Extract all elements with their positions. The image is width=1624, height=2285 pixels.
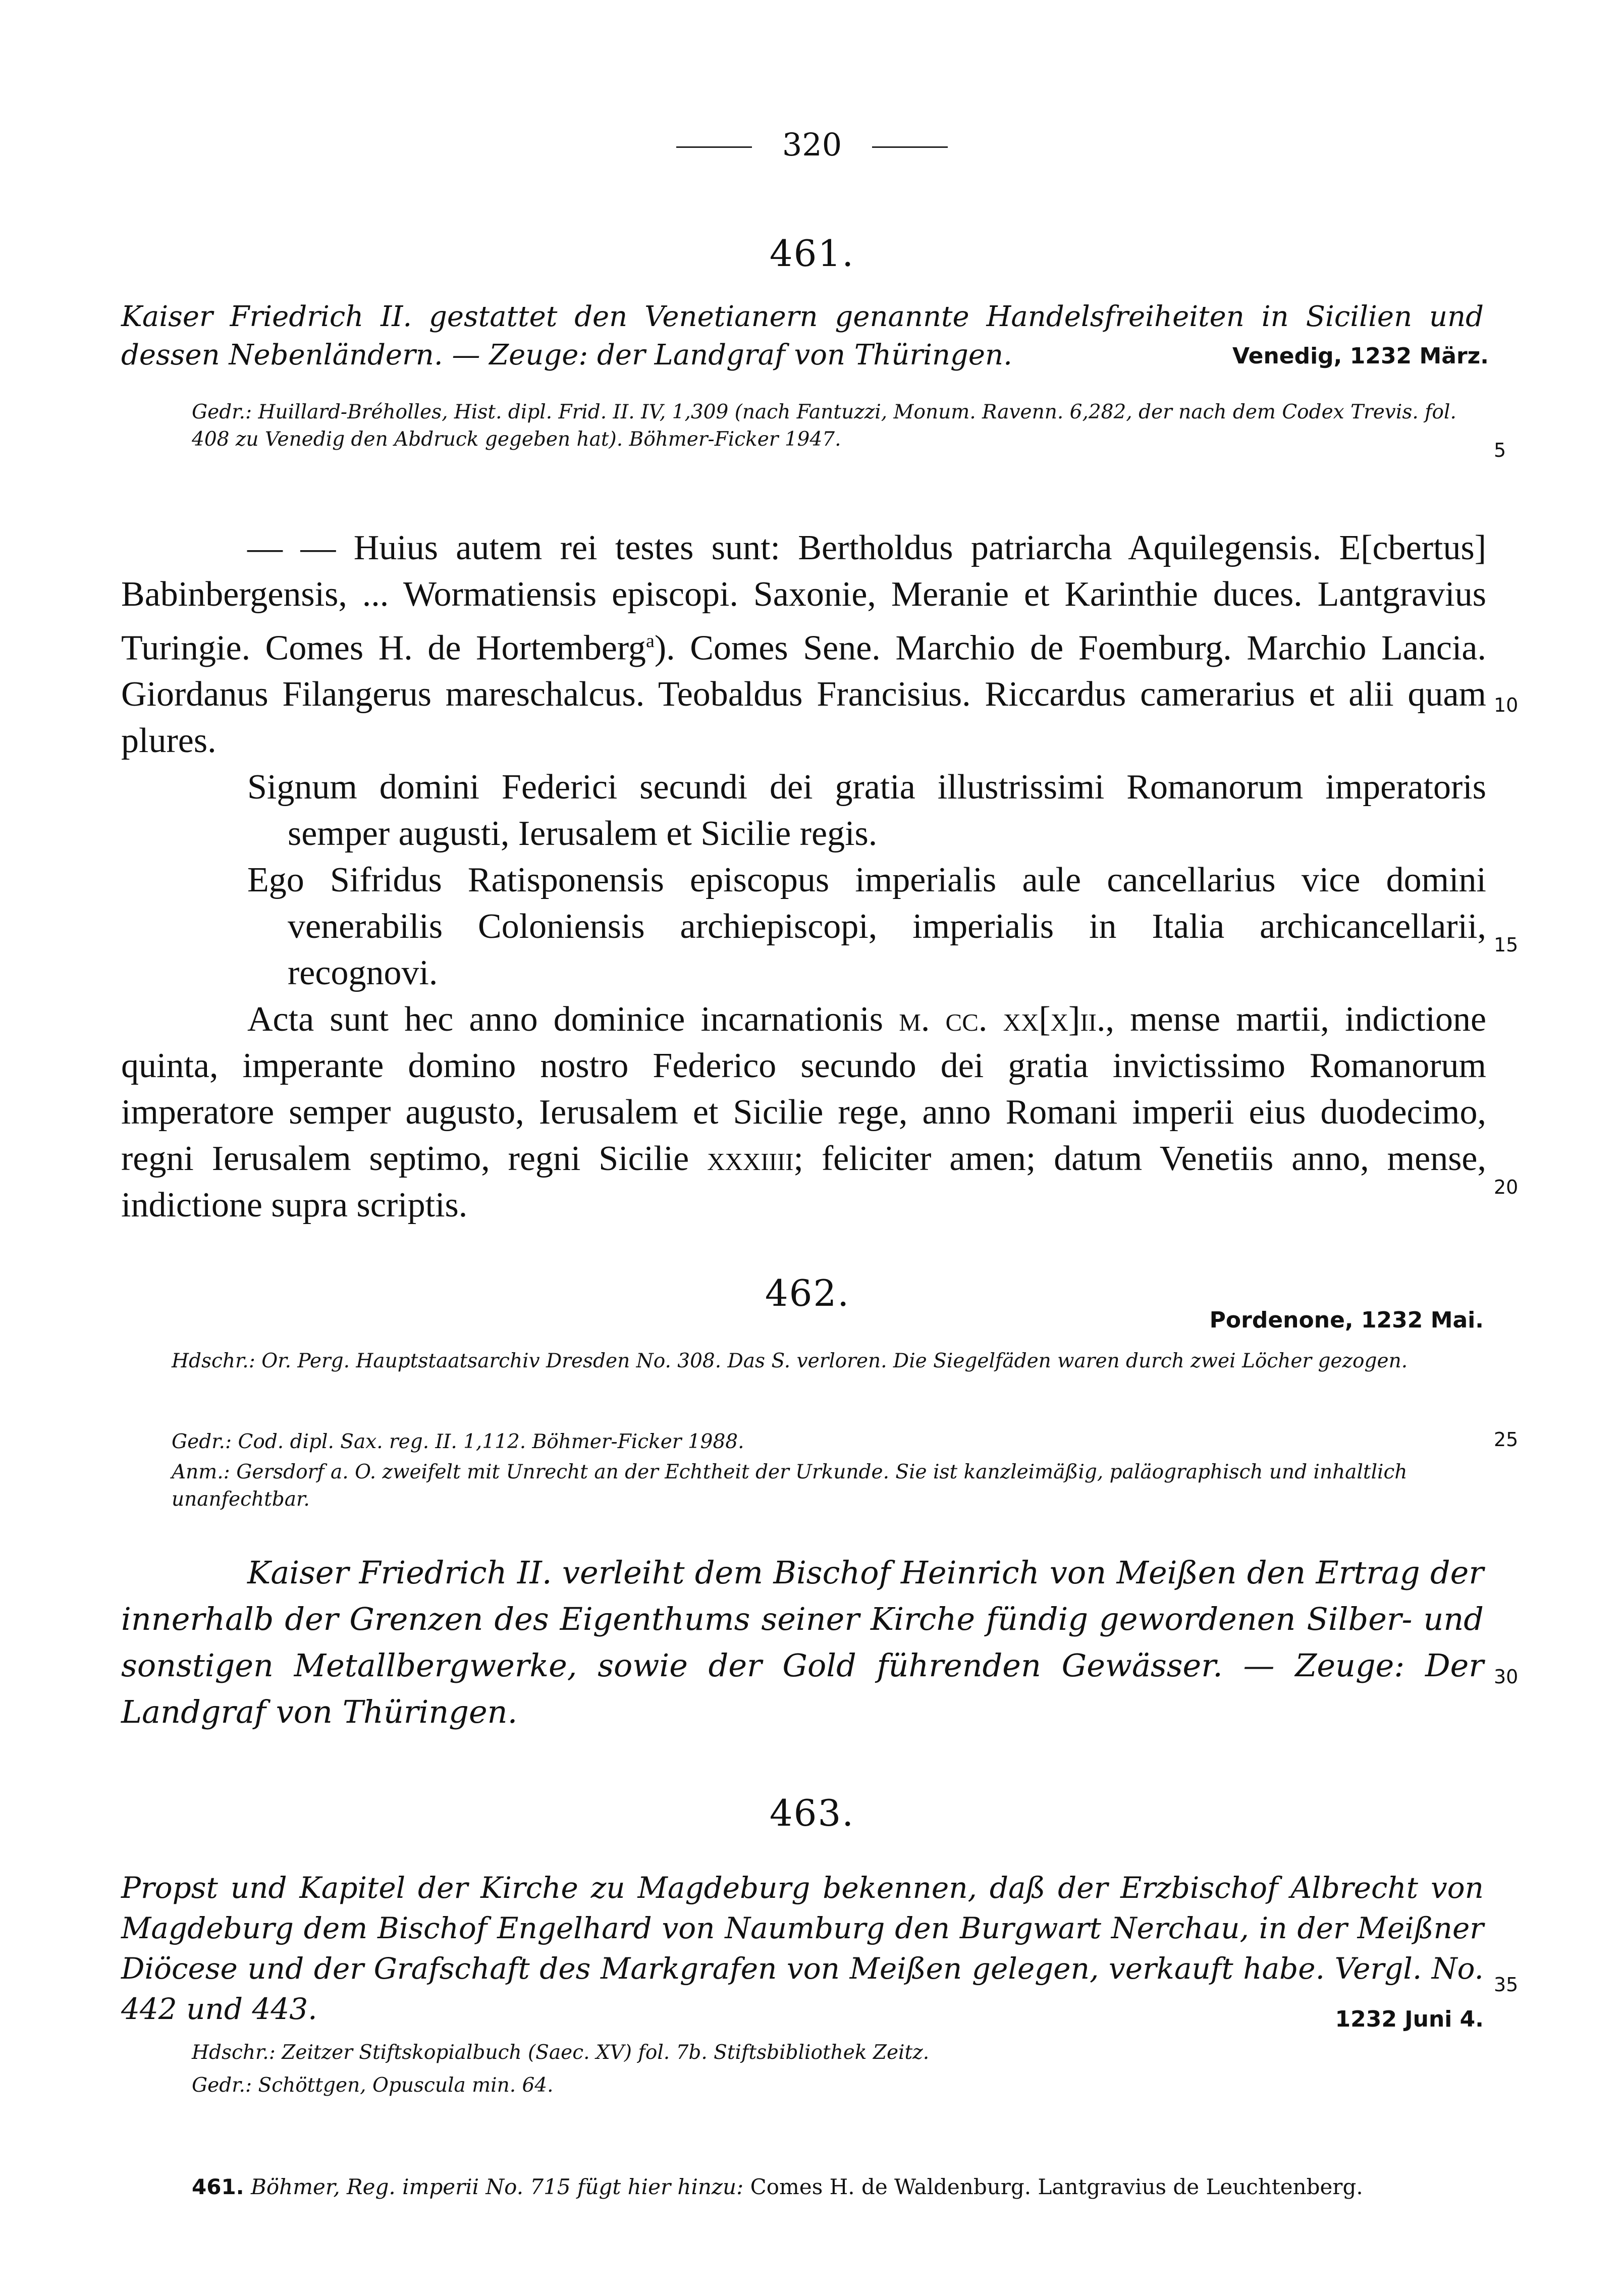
line-number: 20 xyxy=(1494,1176,1519,1198)
doc-461-place-date: Venedig, 1232 März. xyxy=(1232,343,1489,369)
doc-461-print-info xyxy=(192,399,1489,453)
doc-462-note xyxy=(172,1459,1484,1513)
page-header xyxy=(0,126,1624,163)
header-rule-right xyxy=(872,146,948,148)
acta-regnal-year: xxxiiii xyxy=(707,1139,794,1179)
doc-462-place-date: Pordenone, 1232 Mai. xyxy=(1209,1307,1484,1333)
doc-462-ms-label: Hdschr.: xyxy=(172,1350,255,1372)
doc-463-print-info xyxy=(192,2072,1453,2099)
doc-463-regest: Propst und Kapitel der Kirche zu Magdeburg bekennen, daß der Erzbischof Albrecht von Magdeburg dem Bischof Engelhard von Naumburg den Burgwart Nerchau, in der Meißner Diöcese und der Grafschaft des Markgrafen von Meißen gelegen, verkauft habe. Vergl. No. 442 und 443. xyxy=(121,1871,1484,2026)
doc-461-witness-list xyxy=(121,525,1486,764)
acta-text-3: ; feliciter amen; datum Venetiis anno, mense, indictione supra scriptis. xyxy=(121,1139,1487,1225)
line-number: 15 xyxy=(1494,934,1519,956)
doc-463-ms-label: Hdschr.: xyxy=(192,2041,276,2064)
doc-461-number: 461. xyxy=(769,232,855,275)
doc-462-regest: Kaiser Friedrich II. verleiht dem Bischof Heinrich von Meißen den Ertrag der innerhalb der Grenzen des Eigenthums seiner Kirche fündig gewordenen Silber- und sonstigen Metallbergwerke, sowie der Gold führenden Gewässer. — Zeuge: Der Landgraf von Thüringen. xyxy=(121,1554,1484,1730)
doc-462-print-label: Gedr.: xyxy=(172,1430,232,1453)
doc-463-ms-text: Zeitzer Stiftskopialbuch (Saec. XV) fol. 7b. Stiftsbibliothek Zeitz. xyxy=(282,2041,930,2064)
doc-461-signum: Signum domini Federici secundi dei gratia illustrissimi Romanorum imperatoris semper augusti, Ierusalem et Sicilie regis. xyxy=(247,768,1486,854)
doc-462-manuscript xyxy=(172,1348,1484,1375)
doc-462-note-text: Gersdorf a. O. zweifelt mit Unrecht an der Echtheit der Urkunde. Sie ist kanzleimäßig, paläographisch und inhaltlich unanfechtbar. xyxy=(172,1461,1408,1511)
doc-463-print-text: Schöttgen, Opuscula min. 64. xyxy=(258,2074,554,2097)
acta-text-1: Acta sunt hec anno dominice incarnationis xyxy=(247,1000,884,1039)
footnote-italic-text: Böhmer, Reg. imperii No. 715 fügt hier hinzu: xyxy=(251,2174,744,2199)
header-rule-left xyxy=(676,146,752,148)
line-number: 5 xyxy=(1494,439,1506,461)
footnote-text: Comes H. de Waldenburg. Lantgravius de Leuchtenberg. xyxy=(750,2174,1363,2199)
doc-461-recognition: Ego Sifridus Ratisponensis episcopus imperialis aule cancellarius vice domini venerabilis Coloniensis archiepiscopi, imperialis in Italia archicancellarii, recognovi. xyxy=(247,861,1486,993)
line-number: 30 xyxy=(1494,1666,1519,1688)
doc-462-note-label: Anm.: xyxy=(172,1461,230,1483)
witness-text-end: ). Comes Sene. Marchio de Foemburg. Marchio Lancia. Giordanus Filangerus mareschalcus. Teobaldus Francisius. Riccardus camerarius et alii quam plures. xyxy=(121,628,1486,761)
doc-463-print-label: Gedr.: xyxy=(192,2074,252,2097)
doc-462-print-info xyxy=(172,1428,1484,1456)
page-number: 320 xyxy=(782,126,842,163)
doc-463-manuscript xyxy=(192,2039,1453,2066)
doc-462-ms-text: Or. Perg. Hauptstaatsarchiv Dresden No. 308. Das S. verloren. Die Siegelfäden waren durch zwei Löcher gezogen. xyxy=(261,1350,1408,1372)
doc-463-date: 1232 Juni 4. xyxy=(1335,2006,1484,2032)
acta-text-2: , mense martii, indictione quinta, imperante domino nostro Federico secundo dei gratia invictissimo Romanorum imperatore semper augusto, Ierusalem et Sicilie rege, anno Romani imperii eius duodecimo, regni Ierusalem septimo, regni Sicilie xyxy=(121,1000,1487,1179)
footnote-number: 461. xyxy=(192,2174,244,2199)
line-number: 25 xyxy=(1494,1428,1519,1451)
acta-year: m. cc. xx[x]ii. xyxy=(899,1000,1106,1039)
doc-461-print-label: Gedr.: xyxy=(192,401,252,423)
doc-461-print-text: Huillard-Bréholles, Hist. dipl. Frid. II. IV, 1,309 (nach Fantuzzi, Monum. Ravenn. 6,282, der nach dem Codex Trevis. fol. 408 zu Venedig den Abdruck gegeben hat). Böhmer-Ficker 1947. xyxy=(192,401,1456,451)
line-number: 10 xyxy=(1494,694,1519,716)
footnote xyxy=(192,2173,1494,2201)
doc-461-text xyxy=(121,525,1486,1229)
doc-462-print-text: Cod. dipl. Sax. reg. II. 1,112. Böhmer-Ficker 1988. xyxy=(238,1430,744,1453)
witness-text: — — Huius autem rei testes sunt: Bertholdus patriarcha Aquilegensis. E[cbertus] Babinbergensis, ... Wormatiensis episcopi. Saxonie, Meranie et Karinthie duces. Lantgravius Turingie. Comes H. de Hortemberg xyxy=(121,528,1486,668)
footnote-ref-a: a xyxy=(645,630,655,652)
doc-463-number: 463. xyxy=(769,1792,855,1834)
line-number: 35 xyxy=(1494,1974,1519,1996)
doc-462-number: 462. xyxy=(765,1272,850,1314)
doc-461-regest-text: Kaiser Friedrich II. gestattet den Venetianern genannte Handelsfreiheiten in Sicilien und dessen Nebenländern. — Zeuge: der Landgraf von Thüringen. xyxy=(121,300,1484,371)
doc-461-dating xyxy=(121,996,1486,1229)
